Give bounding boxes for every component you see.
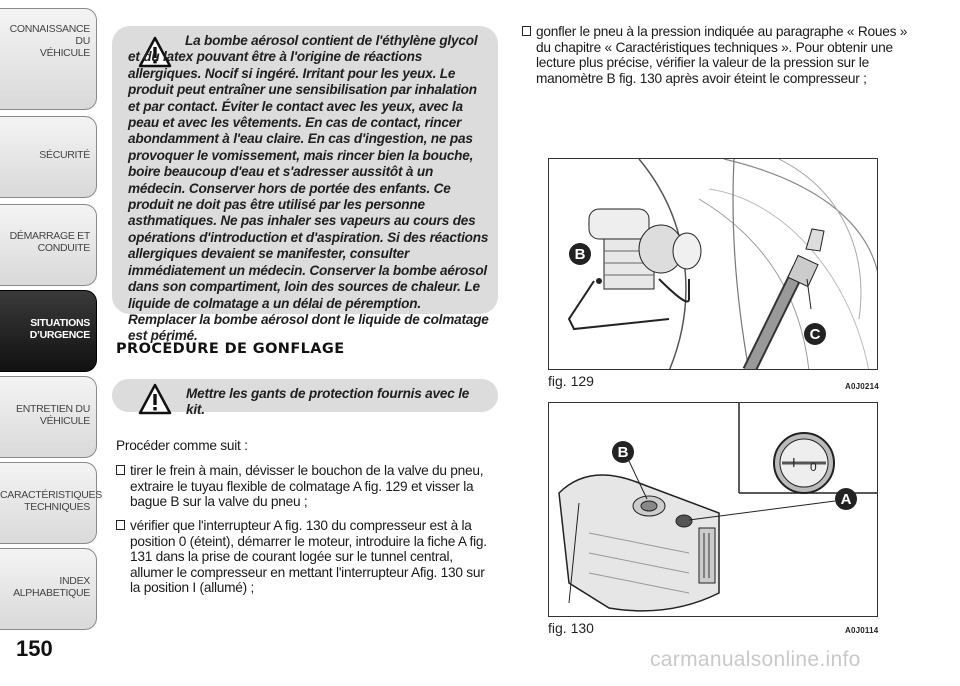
tab-label: INDEX [59, 575, 90, 587]
figure-130-image [548, 402, 878, 617]
callout-label: B [617, 444, 629, 461]
figure-caption: fig. 129 [548, 373, 594, 389]
warning-box-aerosol [112, 26, 498, 344]
checkbox-bullet-icon [116, 520, 125, 530]
tab-label: TECHNIQUES [24, 501, 90, 513]
checkbox-bullet-icon [116, 465, 125, 475]
sidebar-tab-index[interactable] [0, 548, 97, 630]
callout-label: A [840, 491, 852, 508]
tab-label: ALPHABETIQUE [13, 587, 90, 599]
figure-code: A0J0114 [845, 626, 879, 635]
tab-label: VÉHICULE [39, 415, 90, 427]
tab-label: DÉMARRAGE ET [9, 230, 90, 242]
tab-label: CONNAISSANCE DU [9, 23, 90, 47]
tab-label: SÉCURITÉ [39, 149, 90, 161]
step-item [522, 24, 912, 86]
step-text: tirer le frein à main, dévisser le bouchon de la valve du pneu, extraire le tuyau flexible de colmatage A fig. 129 et visser la bague B sur la valve du pneu ; [130, 463, 484, 510]
tab-label: SITUATIONS [30, 317, 90, 329]
warning-text-aerosol: La bombe aérosol contient de l'éthylène glycol et du latex pouvant être à l'origine de réactions allergiques. Nocif si ingéré. Irritant pour les yeux. Le produit peut entraîner une sensibilisation par inhalation et par contact. Éviter le contact avec les yeux, avec la peau et avec les vêtements. En cas de contact, rincer abondamment à l'eau claire. En cas d'ingestion, ne pas provoquer le vomissement, mais rincer bien la bouche, boire beaucoup d'eau et s'adresser aussitôt à un médecin. Conserver hors de portée des enfants. Ce produit ne doit pas être utilisé par les personne asthmatiques. Ne pas inhaler ses vapeurs au cours des opérations d'introduction et d'aspiration. Si des réactions allergiques devaient se manifester, consulter immédiatement un médecin. Conserver la bombe aérosol dans son compartiment, loin des sources de chaleur. Le liquide de colmatage a un délai de péremption. Remplacer la bombe aérosol dont le liquide de colmatage est périmé. [128, 33, 489, 344]
sidebar-tab-demarrage[interactable] [0, 204, 97, 286]
page-number: 150 [16, 636, 53, 661]
section-heading: PROCÉDURE DE GONFLAGE [116, 341, 345, 357]
step-text: vérifier que l'interrupteur A fig. 130 du compresseur est à la position 0 (éteint), démarrer le moteur, introduire la fiche A fig. 131 dans la prise de courant logée sur le tunnel central, allumer le compresseur en mettant l'interrupteur Afig. 130 sur la position I (allumé) ; [130, 518, 487, 596]
warning-text-gloves: Mettre les gants de protection fournis avec le kit. [186, 386, 470, 418]
figure-129-image [548, 158, 878, 370]
sidebar-tab-situations-urgence[interactable] [0, 290, 97, 372]
tab-label: CARACTÉRISTIQUES [0, 489, 102, 501]
tab-label: ENTRETIEN DU [16, 403, 90, 415]
sidebar-tab-entretien[interactable] [0, 376, 97, 458]
tab-label: CONDUITE [37, 242, 90, 254]
step-item [116, 463, 496, 510]
switch-mark: I [792, 455, 796, 470]
step-text: gonfler le pneu à la pression indiquée au paragraphe « Roues » du chapitre « Caractéristiques techniques ». Pour obtenir une lecture plus précise, vérifier la valeur de la pression sur le manomètre B fig. 130 après avoir éteint le compresseur ; [536, 24, 908, 86]
figure-code: A0J0214 [845, 382, 879, 391]
callout-label: B [574, 246, 586, 263]
warning-box-gloves [112, 379, 498, 418]
step-item [116, 518, 496, 596]
sidebar-tab-connaissance[interactable] [0, 8, 97, 110]
sidebar-tab-caracteristiques[interactable] [0, 462, 102, 544]
intro-text: Procéder comme suit : [116, 438, 248, 453]
callout-label: C [809, 326, 821, 343]
sidebar-tab-securite[interactable] [0, 116, 97, 198]
watermark-text: carmanualsonline.info [650, 648, 861, 671]
checkbox-bullet-icon [522, 26, 531, 36]
switch-mark: 0 [810, 460, 817, 474]
tab-label: VÉHICULE [39, 47, 90, 59]
warning-triangle-icon [138, 383, 172, 415]
tab-label: D’URGENCE [29, 329, 90, 341]
figure-caption: fig. 130 [548, 620, 594, 636]
